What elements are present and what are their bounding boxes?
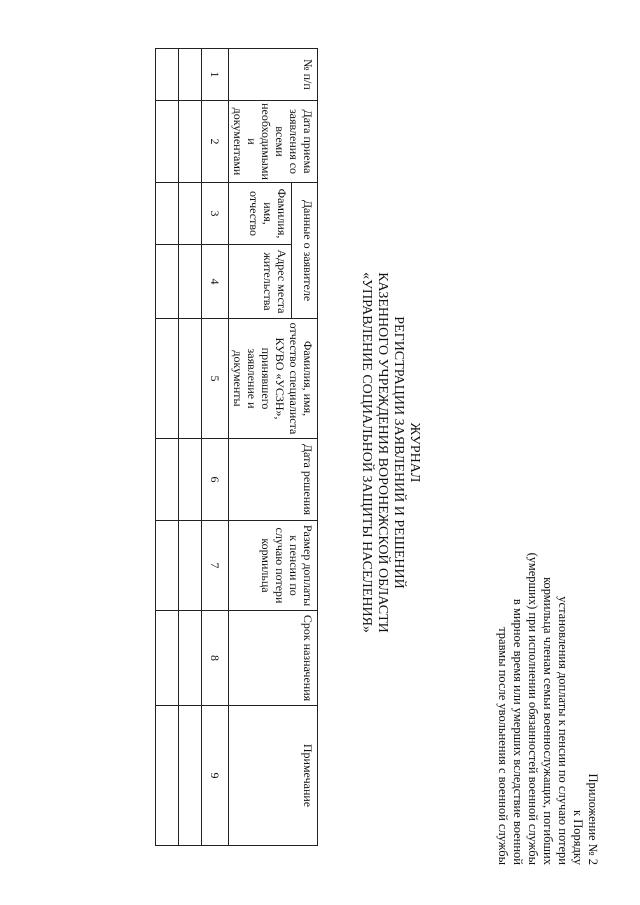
column-number: 6 [202, 439, 229, 521]
column-number: 2 [202, 101, 229, 183]
table-cell [179, 521, 202, 611]
column-number: 9 [202, 706, 229, 846]
header-note: Примечание [229, 706, 318, 846]
table-cell [179, 706, 202, 846]
appendix-line: установления доплаты к пенсии по случаю потери [556, 596, 570, 865]
header-applicant-name: Фамилия, имя, отчество [229, 183, 292, 245]
registration-table [155, 48, 318, 846]
column-number: 3 [202, 183, 229, 245]
table-cell [179, 183, 202, 245]
title-line: ЖУРНАЛ [407, 422, 422, 483]
table-cell [156, 611, 179, 706]
appendix-line: (умерших) при исполнении обязанностей военной службы [526, 552, 540, 865]
table-cell [179, 319, 202, 439]
appendix-line: к Порядку [571, 810, 585, 865]
table-cell [156, 706, 179, 846]
header-number: № п/п [229, 49, 318, 101]
journal-title [358, 0, 422, 905]
table-cell [179, 611, 202, 706]
table-row [156, 49, 179, 846]
header-specialist: Фамилия, имя, отчество специалиста КУВО «УСЗН», принявшего заявление и документы [229, 319, 318, 439]
table-cell [156, 245, 179, 319]
column-number-row [202, 49, 229, 846]
header-date-received: Дата приема заявления со всеми необходимыми и документами [229, 101, 318, 183]
title-line: КАЗЕННОГО УЧРЕЖДЕНИЯ ВОРОНЕЖСКОЙ ОБЛАСТИ [375, 272, 390, 633]
table-cell [156, 183, 179, 245]
header-row [292, 49, 318, 846]
header-term: Срок назначения [229, 611, 318, 706]
title-line: РЕГИСТРАЦИИ ЗАЯВЛЕНИЙ И РЕШЕНИЙ [391, 316, 406, 589]
table-cell [156, 101, 179, 183]
appendix-line: кормильца членам семьи военнослужащих, погибших [541, 577, 555, 865]
column-number: 8 [202, 611, 229, 706]
appendix-block [495, 345, 600, 865]
header-payment-amount: Размер доплаты к пенсии по случаю потери кормильца [229, 521, 318, 611]
appendix-line: Приложение № 2 [586, 773, 600, 865]
appendix-line: в мирное время или умерших вследствие военной [511, 598, 525, 865]
table-cell [179, 49, 202, 101]
table-cell [156, 319, 179, 439]
table-cell [179, 439, 202, 521]
header-applicant-group: Данные о заявителе [292, 183, 318, 319]
header-decision-date: Дата решения [229, 439, 318, 521]
table-cell [179, 101, 202, 183]
table-cell [156, 49, 179, 101]
table-cell [156, 521, 179, 611]
column-number: 4 [202, 245, 229, 319]
column-number: 7 [202, 521, 229, 611]
appendix-line: травмы после увольнения с военной службы [496, 627, 510, 865]
column-number: 1 [202, 49, 229, 101]
header-applicant-address: Адрес места жительства [229, 245, 292, 319]
table-row [179, 49, 202, 846]
column-number: 5 [202, 319, 229, 439]
table-cell [179, 245, 202, 319]
table-cell [156, 439, 179, 521]
title-line: «УПРАВЛЕНИЕ СОЦИАЛЬНОЙ ЗАЩИТЫ НАСЕЛЕНИЯ» [359, 272, 374, 633]
